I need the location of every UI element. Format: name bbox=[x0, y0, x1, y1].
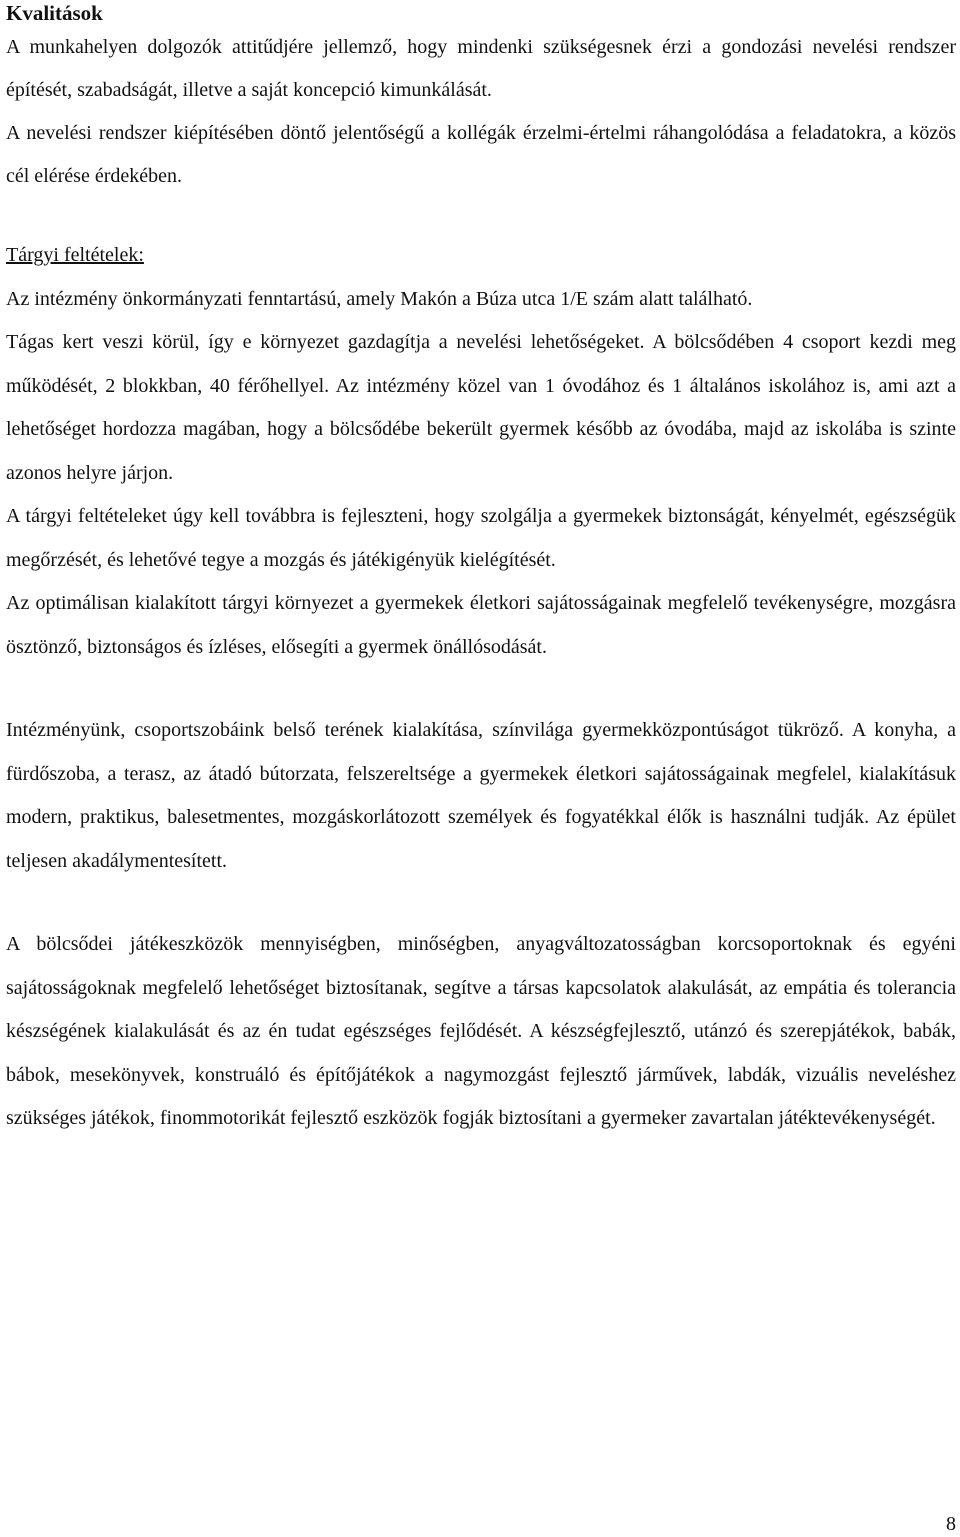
paragraph-targyi-5: Intézményünk, csoportszobáink belső terének kialakítása, színvilága gyermekközpontúságot tükröző. A konyha, a fürdőszoba, a terasz, az átadó bútorzata, felszereltsége a gyermekek életkori sajátosságainak megfelel, kialakításuk modern, praktikus, balesetmentes, mozgáskorlátozott személyek és fogyatékkal élők is használni tudják. Az épület teljesen akadálymentesített. bbox=[6, 719, 956, 872]
section-title-targyi: Tárgyi feltételek: bbox=[6, 244, 144, 266]
section-title-kvalitasok: Kvalitások bbox=[6, 1, 103, 25]
spacer bbox=[6, 883, 956, 923]
paragraph-kvalitasok-1: A munkahelyen dolgozók attitűdjére jellemző, hogy mindenki szükségesnek érzi a gondozási nevelési rendszer építését, szabadságát, illetve a saját koncepció kimunkálását. bbox=[6, 36, 956, 101]
paragraph-targyi-2: Tágas kert veszi körül, így e környezet gazdagítja a nevelési lehetőségeket. A bölcsődében 4 csoport kezdi meg működését, 2 blokkban, 40 férőhellyel. Az intézmény közel van 1 óvodához és 1 általános iskolához is, ami azt a lehetőséget hordozza magában, hogy a bölcsődébe bekerült gyermek később az óvodába, majd az iskolába is szinte azonos helyre járjon. bbox=[6, 331, 956, 484]
paragraph-targyi-1: Az intézmény önkormányzati fenntartású, amely Makón a Búza utca 1/E szám alatt található. bbox=[6, 287, 753, 310]
document-page bbox=[6, 0, 956, 1141]
paragraph-targyi-3: A tárgyi feltételeket úgy kell továbbra is fejleszteni, hogy szolgálja a gyermekek biztonságát, kényelmét, egészségük megőrzését, és lehetővé tegye a mozgás és játékigényük kielégítését. bbox=[6, 505, 956, 571]
paragraph-targyi-6: A bölcsődei játékeszközök mennyiségben, minőségben, anyagváltozatosságban korcsoportoknak és egyéni sajátosságoknak megfelelő lehetőséget biztosítanak, segítve a társas kapcsolatok alakulását, az empátia és tolerancia készségének kialakulását és az én tudat egészséges fejlődését. A készségfejlesztő, utánzó és szerepjátékok, babák, bábok, mesekönyvek, konstruáló és építőjátékok a nagymozgást fejlesztő járművek, labdák, vizuális neveléshez szükséges játékok, finommotorikát fejlesztő eszközök fogják biztosítani a gyermeker zavartalan játéktevékenységét. bbox=[6, 933, 956, 1129]
page-number: 8 bbox=[946, 1513, 956, 1535]
paragraph-targyi-4: Az optimálisan kialakított tárgyi környezet a gyermekek életkori sajátosságainak megfelelő tevékenységre, mozgásra ösztönző, biztonságos és ízléses, elősegíti a gyermek önállósodását. bbox=[6, 592, 956, 658]
spacer bbox=[6, 198, 956, 234]
spacer bbox=[6, 669, 956, 709]
paragraph-kvalitasok-2: A nevelési rendszer kiépítésében döntő jelentőségű a kollégák érzelmi-értelmi ráhangolódása a feladatokra, a közös cél elérése érdekében. bbox=[6, 122, 956, 187]
